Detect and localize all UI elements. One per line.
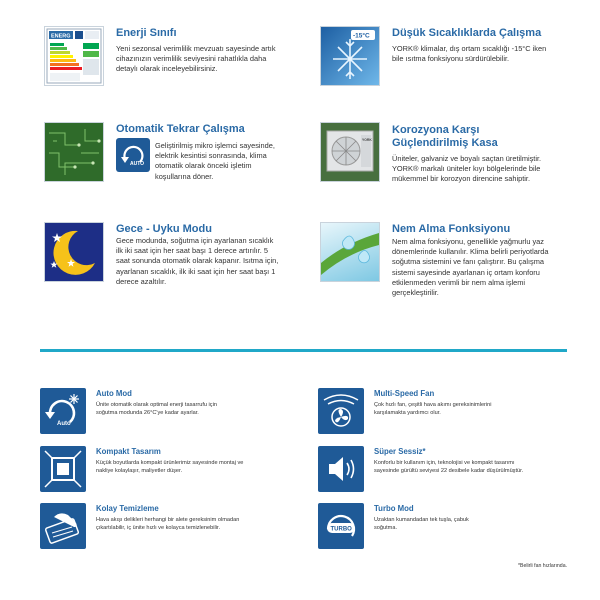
- small-feature-text: Ünite otomatik olarak optimal enerji tasarrufu için soğutma modunda 26°C'ye kadar ayarlar.: [96, 402, 217, 417]
- feature-casing: [320, 122, 560, 192]
- small-feature-text: Konforlu bir kullanım için, teknolojisi ve kompakt tasarımı sayesinde gürültü seviyesi 22 desibele kadar düşürülmüştür.: [374, 460, 524, 475]
- feature-title: Nem Alma Fonksiyonu: [392, 223, 511, 235]
- feature-dehumidify: [320, 222, 570, 312]
- auto-mode-icon: [40, 388, 86, 434]
- footnote: *Belirli fan hızlarında.: [518, 563, 568, 569]
- section-divider: [40, 349, 567, 352]
- small-feature-title: Turbo Mod: [374, 504, 414, 513]
- feature-sleep-mode: [44, 222, 284, 312]
- small-feature-text: Uzaktan kumandadan tek tuşla, çabuk soğutma.: [374, 517, 469, 532]
- feature-multi-speed-fan: [318, 388, 548, 438]
- feature-title: Otomatik Tekrar Çalışma: [116, 123, 245, 135]
- turbo-label: TURBO: [330, 526, 352, 533]
- feature-auto-mode: [40, 388, 255, 438]
- feature-compact-design: [40, 446, 265, 496]
- small-feature-text: Hava akışı delikleri herhangi bir alete gereksinim olmadan çıkartılabilir, iç ünite hızlı ve kolayca temizlenebilir.: [96, 517, 240, 532]
- circuit-board-icon: [44, 122, 104, 182]
- compact-icon: [40, 446, 86, 492]
- moon-icon: [44, 222, 104, 282]
- feature-title: Gece - Uyku Modu: [116, 223, 212, 235]
- energy-label-text: ENERG: [51, 33, 71, 40]
- feature-title: Korozyona Karşı Güçlendirilmiş Kasa: [392, 124, 498, 149]
- small-feature-title: Multi-Speed Fan: [374, 389, 435, 398]
- feature-low-temp: [320, 26, 560, 96]
- auto-restart-icon: [116, 138, 150, 172]
- water-drop-icon: [320, 222, 380, 282]
- turbo-icon: [318, 503, 364, 549]
- fan-icon: [318, 388, 364, 434]
- snowflake-icon: [320, 26, 380, 86]
- auto-mode-label: Auto: [57, 421, 71, 427]
- feature-auto-restart: [44, 122, 284, 192]
- feature-turbo-mode: [318, 503, 548, 553]
- york-logo: YORK: [362, 138, 372, 142]
- feature-text: Nem alma fonksiyonu, genellikle yağmurlu yaz dönemlerinde kullanılır. Klima belirli periyotlarda soğutma sistemini ve fanı çalıştırır. Bu çalışma sistemi sayesinde ayarlanan iç ortam konforu etkilenmeden verimli bir nem alma işlemi gerçekleştirilir.: [392, 237, 549, 298]
- small-feature-title: Kolay Temizleme: [96, 504, 159, 513]
- outdoor-unit-icon: [320, 122, 380, 182]
- energy-label-icon: [44, 26, 104, 86]
- small-feature-text: Çok hızlı fan, çeşitli hava akımı gereksinimlerini karşılamakta yardımcı olur.: [374, 402, 492, 417]
- small-feature-text: Küçük boyutlarda kompakt ürünlerimiz sayesinde montaj ve nakliye kolaylaşır, maliyetler düşer.: [96, 460, 244, 475]
- hand-cleaning-icon: [40, 503, 86, 549]
- feature-text: Yeni sezonsal verimlilik mevzuatı sayesinde artık cihazınızın verimlilik seviyesini rahatlıkla daha detaylı olarak inceleyebilirsiniz.: [116, 44, 276, 74]
- small-feature-title: Kompakt Tasarım: [96, 447, 161, 456]
- feature-title: Düşük Sıcaklıklarda Çalışma: [392, 27, 542, 39]
- small-feature-title: Süper Sessiz*: [374, 447, 426, 456]
- small-feature-title: Auto Mod: [96, 389, 132, 398]
- feature-text: YORK® klimalar, dış ortam sıcaklığı -15°C iken bile ısıtma fonksiyonu sürdürülebilir.: [392, 44, 547, 64]
- feature-title: Enerji Sınıfı: [116, 27, 177, 39]
- feature-text: Üniteler, galvaniz ve boyalı saçtan üretilmiştir. YORK® markalı üniteler kıyı bölgelerinde bile mükemmel bir korozyon direncine sahiptir.: [392, 154, 542, 184]
- feature-text: Gece modunda, soğutma için ayarlanan sıcaklık ilk iki saat için her saat başı 1 derece artırılır. 5 saat sonunda otomatik olarak kapanır. Isıtma için, ayarlanan sıcaklık, ilk iki saat için her saat başı 1 derece azaltılır.: [116, 236, 279, 286]
- feature-text: Geliştirilmiş mikro işlemci sayesinde, elektrik kesintisi sonrasında, klima otomatik olarak önceki işletim koşullarına döner.: [155, 141, 275, 181]
- feature-energy-class: [44, 26, 274, 96]
- speaker-icon: [318, 446, 364, 492]
- feature-easy-clean: [40, 503, 265, 558]
- feature-super-silent: [318, 446, 553, 496]
- temp-label: -15°C: [353, 32, 370, 40]
- auto-label: AUTO: [130, 161, 145, 167]
